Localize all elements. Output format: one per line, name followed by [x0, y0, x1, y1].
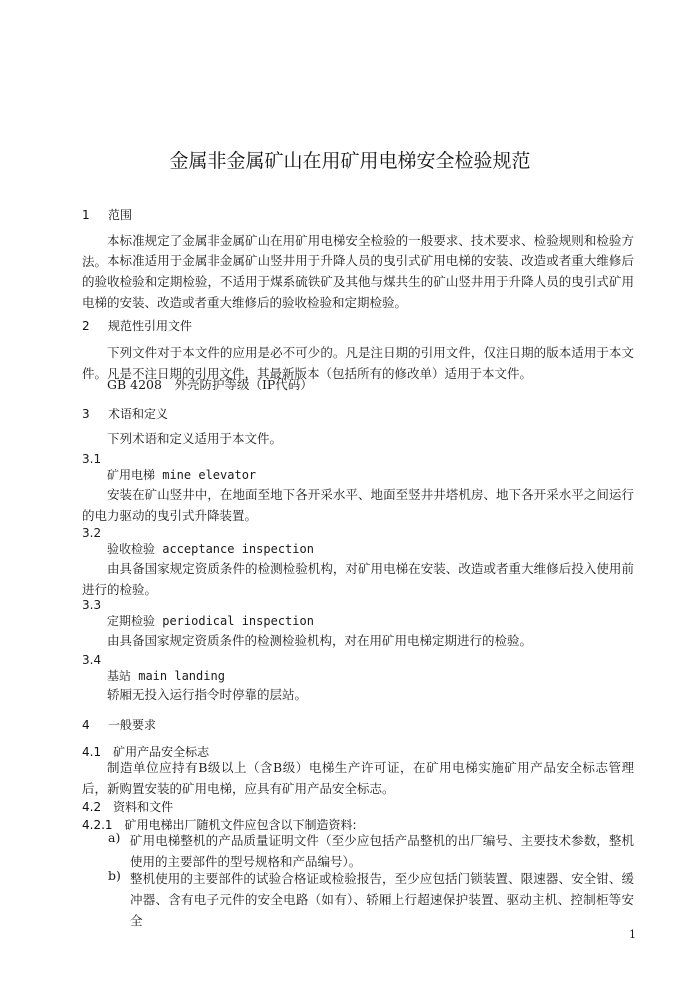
term-title: 矿用电梯 mine elevator — [107, 468, 257, 482]
subsection-number: 4.1 — [82, 745, 102, 759]
term-definition: 由具备国家规定资质条件的检测检验机构，对在用矿用电梯定期进行的检验。 — [107, 633, 533, 648]
term-number: 3.3 — [82, 598, 102, 612]
subsection-number: 4.2 — [82, 800, 102, 814]
subsection-number: 4.2.1 — [82, 818, 113, 832]
term-definition: 轿厢无投入运行指令时停靠的层站。 — [107, 687, 308, 702]
paragraph: 本标准适用于金属非金属矿山竖井用于升降人员的曳引式矿用电梯的安装、改造或者重大维修后的验收检验和定期检验，不适用于煤系硫铁矿及其他与煤共生的矿山竖井用于升降人员的曳引式矿用电梯的安装、改造或者重大维修后的验收检验和定期检验。 — [82, 253, 634, 310]
list-item-text: 矿用电梯整机的产品质量证明文件（至少应包括产品整机的出厂编号、主要技术参数，整机使用的主要部件的型号规格和产品编号）。 — [130, 833, 634, 869]
page-number: 1 — [629, 928, 636, 941]
section-heading — [82, 206, 132, 223]
paragraph: 本标准规定了金属非金属矿山在用矿用电梯安全检验的一般要求、技术要求、检验规则和检验方法。 — [82, 233, 634, 269]
section-number: 1 — [82, 208, 90, 222]
section-title: 术语和定义 — [108, 407, 169, 421]
list-item-text: 整机使用的主要部件的试验合格证或检验报告，至少应包括门锁装置、限速器、安全钳、缓冲器、含有电子元件的安全电路（如有）、轿厢上行超速保护装置、驱动主机、控制柜等安全 — [130, 871, 634, 928]
term-number: 3.1 — [82, 452, 102, 466]
section-heading — [82, 716, 156, 733]
term-number: 3.4 — [82, 653, 102, 667]
reference-item: GB 4208 外壳防护等级（IP代码） — [107, 377, 313, 392]
term-definition: 由具备国家规定资质条件的检测检验机构，对矿用电梯在安装、改造或者重大维修后投入使用前进行的检验。 — [82, 561, 634, 597]
subsection-heading — [82, 798, 173, 815]
term-title: 基站 main landing — [107, 669, 225, 683]
term-title: 验收检验 acceptance inspection — [107, 542, 314, 556]
section-heading — [82, 405, 168, 422]
subsection-title: 资料和文件 — [113, 800, 174, 814]
section-heading — [82, 317, 192, 334]
section-title: 规范性引用文件 — [108, 319, 193, 333]
term-title: 定期检验 periodical inspection — [107, 614, 314, 628]
document-title: 金属非金属矿山在用矿用电梯安全检验规范 — [169, 150, 531, 172]
paragraph: 下列术语和定义适用于本文件。 — [107, 431, 283, 446]
section-title: 范围 — [108, 208, 133, 222]
paragraph: 下列文件对于本文件的应用是必不可少的。凡是注日期的引用文件，仅注日期的版本适用于本文件。凡是不注日期的引用文件，其最新版本（包括所有的修改单）适用于本文件。 — [82, 345, 634, 381]
section-number: 4 — [82, 718, 90, 732]
section-number: 3 — [82, 407, 90, 421]
list-marker: b) — [108, 868, 121, 883]
paragraph: 制造单位应持有B级以上（含B级）电梯生产许可证，在矿用电梯实施矿用产品安全标志管理后，新购置安装的矿用电梯，应具有矿用产品安全标志。 — [82, 760, 634, 796]
subsection-title: 矿用电梯出厂随机文件应包含以下制造资料: — [124, 818, 357, 832]
list-marker: a) — [108, 830, 121, 845]
term-definition: 安装在矿山竖井中，在地面至地下各开采水平、地面至竖井井塔机房、地下各开采水平之间运行的电力驱动的曳引式升降装置。 — [82, 487, 634, 523]
subsection-title: 矿用产品安全标志 — [113, 745, 210, 759]
term-number: 3.2 — [82, 526, 102, 540]
section-number: 2 — [82, 319, 90, 333]
section-title: 一般要求 — [108, 718, 157, 732]
